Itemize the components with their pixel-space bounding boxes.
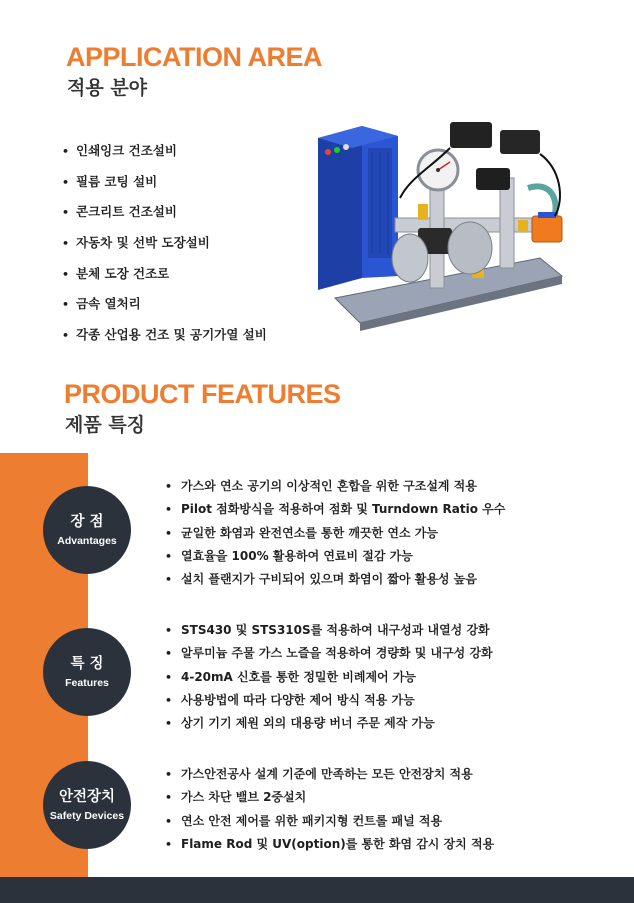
list-item-text: 열효율을 100% 활용하여 연료비 절감 가능	[181, 548, 413, 563]
badge-label-en: Safety Devices	[49, 809, 125, 822]
list-item-text: 각종 산업용 건조 및 공기가열 설비	[76, 327, 267, 343]
list-item-text: STS430 및 STS310S를 적용하여 내구성과 내열성 강화	[181, 623, 490, 637]
bullet: •	[165, 791, 173, 805]
list-item	[165, 834, 605, 857]
features-badge	[43, 628, 131, 716]
bullet: •	[62, 298, 70, 312]
bullet: •	[165, 693, 173, 707]
safety-devices-list	[165, 764, 605, 857]
bullet: •	[62, 175, 70, 189]
bullet: •	[165, 814, 173, 828]
safety-devices-badge	[43, 761, 131, 849]
list-item	[165, 787, 605, 810]
list-item-text: Flame Rod 및 UV(option)를 통한 화염 감시 장치 적용	[181, 836, 495, 851]
bullet: •	[62, 267, 70, 281]
bullet: •	[62, 329, 70, 343]
bullet: •	[62, 206, 70, 220]
list-item-text: 4-20mA 신호를 통한 정밀한 비례제어 가능	[181, 669, 416, 684]
list-item-text: 설치 플랜지가 구비되어 있으며 화염이 짧아 활용성 높음	[181, 572, 477, 587]
bullet: •	[165, 624, 173, 637]
list-item	[62, 263, 312, 294]
list-item-text: 금속 열처리	[76, 296, 141, 312]
list-item	[165, 667, 605, 690]
product-features-subtitle: 제품 특징	[65, 414, 146, 436]
list-item	[165, 476, 605, 499]
badge-label-ko: 특 징	[70, 655, 104, 672]
list-item-text: 사용방법에 따라 다양한 제어 방식 적용 가능	[181, 692, 415, 707]
list-item-text: Pilot 점화방식을 적용하여 점화 및 Turndown Ratio 우수	[181, 502, 506, 517]
list-item	[165, 546, 605, 569]
list-item-text: 가스와 연소 공기의 이상적인 혼합을 위한 구조설계 적용	[181, 479, 477, 493]
list-item-text: 가스 차단 밸브 2중설치	[181, 790, 307, 805]
list-item	[165, 643, 605, 666]
product-features-title: PRODUCT FEATURES	[64, 379, 341, 409]
list-item	[62, 171, 312, 202]
list-item	[62, 201, 312, 232]
bullet: •	[165, 768, 173, 781]
features-list	[165, 620, 605, 736]
burner-product-image	[300, 108, 600, 348]
list-item	[62, 324, 312, 355]
list-item	[165, 569, 605, 592]
footer-bar	[0, 877, 634, 903]
bullet: •	[165, 647, 173, 661]
list-item	[165, 764, 605, 787]
bullet: •	[165, 670, 173, 684]
list-item	[165, 713, 605, 736]
badge-label-ko: 안전장치	[58, 788, 116, 805]
bullet: •	[165, 549, 173, 563]
badge-label-ko: 장 점	[70, 513, 104, 530]
list-item	[165, 499, 605, 522]
bullet: •	[165, 480, 173, 493]
list-item	[165, 523, 605, 546]
list-item-text: 상기 기기 제원 외의 대용량 버너 주문 제작 가능	[181, 716, 435, 731]
advantages-list	[165, 476, 605, 592]
list-item	[62, 232, 312, 263]
bullet: •	[165, 573, 173, 587]
list-item-text: 콘크리트 건조설비	[76, 204, 177, 220]
list-item	[62, 293, 312, 324]
bullet: •	[165, 837, 173, 851]
list-item	[62, 140, 312, 171]
bullet: •	[62, 237, 70, 251]
list-item-text: 자동차 및 선박 도장설비	[76, 235, 210, 251]
badge-label-en: Features	[65, 676, 109, 689]
list-item-text: 가스안전공사 설계 기준에 만족하는 모든 안전장치 적용	[181, 767, 473, 781]
application-area-title: APPLICATION AREA	[66, 42, 323, 72]
list-item-text: 알루미늄 주물 가스 노즐을 적용하여 경량화 및 내구성 강화	[181, 646, 493, 661]
application-list	[62, 140, 312, 355]
bullet: •	[62, 145, 70, 158]
application-area-subtitle: 적용 분야	[67, 77, 148, 99]
bullet: •	[165, 503, 173, 517]
list-item-text: 필름 코팅 설비	[76, 173, 158, 189]
bullet: •	[165, 526, 173, 540]
badge-label-en: Advantages	[57, 534, 117, 547]
list-item	[165, 811, 605, 834]
list-item	[165, 620, 605, 643]
list-item	[165, 690, 605, 713]
list-item-text: 인쇄잉크 건조설비	[76, 143, 177, 158]
list-item-text: 연소 안전 제어를 위한 패키지형 컨트롤 패널 적용	[181, 813, 443, 828]
list-item-text: 균일한 화염과 완전연소를 통한 깨끗한 연소 가능	[181, 525, 438, 540]
bullet: •	[165, 717, 173, 731]
advantages-badge	[43, 486, 131, 574]
list-item-text: 분체 도장 건조로	[76, 265, 170, 281]
